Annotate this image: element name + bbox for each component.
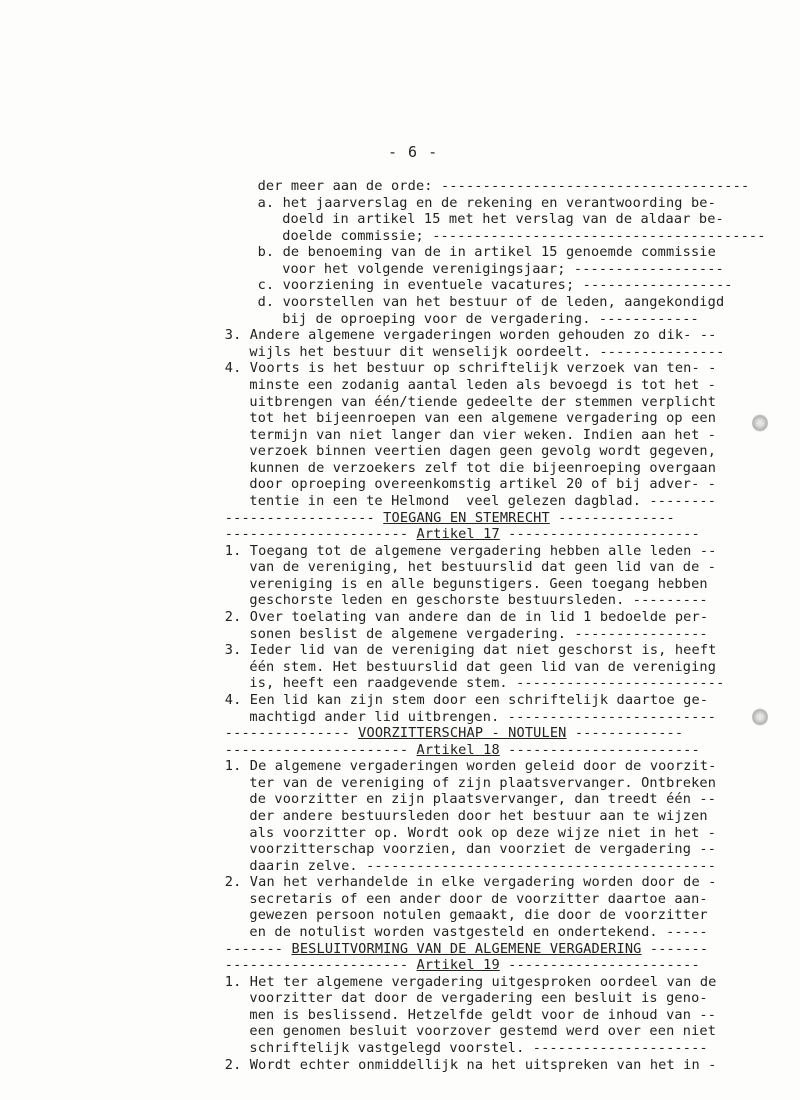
line-text: uitbrengen van één/tiende gedeelte der stemmen verplicht — [249, 393, 717, 410]
line-text: kunnen de verzoekers zelf tot die bijeenroeping overgaan — [249, 459, 717, 476]
text-line — [0, 775, 800, 792]
line-text: schriftelijk vastgelegd voorstel. --------------------- — [249, 1040, 708, 1057]
text-line — [0, 626, 800, 643]
text-line — [0, 294, 800, 311]
line-text: voorzitter dat door de vergadering een besluit is geno- — [249, 990, 708, 1007]
line-text: verzoek binnen veertien dagen geen gevolg wordt gegeven, — [249, 443, 717, 460]
line-text: ---------------------- — [224, 526, 417, 543]
line-text: doeld in artikel 15 met het verslag van de aldaar be- — [282, 211, 724, 228]
line-text: doelde commissie; ---------------------------------------- — [282, 227, 766, 244]
text-line — [0, 543, 800, 560]
text-line — [0, 642, 800, 659]
section-heading: Artikel 19 — [416, 957, 500, 974]
line-text: ---------------------- — [224, 741, 417, 758]
text-line — [0, 377, 800, 394]
line-text: door oproeping overeenkomstig artikel 20 of bij adver- - — [249, 476, 717, 493]
line-text: termijn van niet langer dan vier weken. Indien aan het - — [249, 426, 717, 443]
line-text: 1. De algemene vergaderingen worden geleid door de voorzit- — [224, 758, 717, 775]
line-text: voorzitterschap voorzien, dan voorziet de vergadering -- — [249, 841, 717, 858]
text-line — [0, 211, 800, 228]
line-text: 2. Wordt echter onmiddellijk na het uitspreken van het in - — [224, 1056, 717, 1073]
line-text: men is beslissend. Hetzelfde geldt voor de inhoud van -- — [249, 1006, 717, 1023]
text-line — [0, 675, 800, 692]
text-line — [0, 427, 800, 444]
line-text: vereniging is en alle begunstigers. Geen toegang hebben — [249, 575, 708, 592]
document-body — [0, 178, 800, 1073]
line-text: een genomen besluit voorzover gestemd werd over een niet — [249, 1023, 717, 1040]
text-line — [0, 360, 800, 377]
line-text: voor het volgende verenigingsjaar; ------------------ — [282, 260, 724, 277]
text-line — [0, 990, 800, 1007]
section-heading: Artikel 18 — [416, 741, 500, 758]
line-text: a. het jaarverslag en de rekening en verantwoording be- — [257, 194, 716, 211]
text-line — [0, 758, 800, 775]
text-line — [0, 841, 800, 858]
line-text: bij de oproeping voor de vergadering. ------------ — [282, 310, 699, 327]
line-text: machtigd ander lid uitbrengen. ------------------------- — [249, 708, 717, 725]
line-text: 2. Van het verhandelde in elke vergadering worden door de - — [224, 874, 717, 891]
line-text: ------- — [641, 940, 709, 957]
text-line — [0, 791, 800, 808]
text-line — [0, 858, 800, 875]
text-line — [0, 659, 800, 676]
line-text: d. voorstellen van het bestuur of de leden, aangekondigd — [257, 294, 725, 311]
text-line — [0, 1023, 800, 1040]
line-text: der meer aan de orde: ------------------------------------- — [257, 178, 750, 194]
line-text: ----------------------- — [499, 741, 700, 758]
section-heading-line — [0, 957, 800, 974]
line-text: b. de benoeming van de in artikel 15 genoemde commissie — [257, 244, 716, 261]
line-text: gewezen persoon notulen gemaakt, die door de voorzitter — [249, 907, 708, 924]
line-text: ------------------ — [224, 509, 384, 526]
line-text: ---------------------- — [224, 957, 417, 974]
section-heading-line — [0, 725, 800, 742]
line-text: ----------------------- — [499, 526, 700, 543]
line-text: wijls het bestuur dit wenselijk oordeelt. --------------- — [249, 343, 725, 360]
text-line — [0, 891, 800, 908]
text-line — [0, 327, 800, 344]
text-line — [0, 443, 800, 460]
section-heading: Artikel 17 — [416, 526, 500, 543]
text-line — [0, 228, 800, 245]
text-line — [0, 493, 800, 510]
punch-hole-mark — [752, 414, 768, 432]
line-text: ter van de vereniging of zijn plaatsvervanger. Ontbreken — [249, 774, 717, 791]
line-text: is, heeft een raadgevende stem. ------------------------- — [249, 675, 725, 692]
line-text: 3. Ieder lid van de vereniging dat niet geschorst is, heeft — [224, 642, 717, 659]
text-line — [0, 460, 800, 477]
text-line — [0, 178, 800, 195]
line-text: ------- — [224, 940, 292, 957]
line-text: ----------------------- — [499, 957, 700, 974]
line-text: 4. Voorts is het bestuur op schriftelijk verzoek van ten- - — [224, 360, 717, 377]
line-text: --------------- — [224, 725, 359, 742]
section-heading: VOORZITTERSCHAP - NOTULEN — [358, 725, 567, 742]
section-heading-line — [0, 941, 800, 958]
line-text: één stem. Het bestuurslid dat geen lid van de vereniging — [249, 658, 717, 675]
line-text: daarin zelve. ------------------------------------------ — [249, 857, 717, 874]
text-line — [0, 195, 800, 212]
line-text: van de vereniging, het bestuurslid dat geen lid van de - — [249, 559, 717, 576]
line-text: en de notulist worden vastgesteld en ondertekend. ----- — [249, 924, 708, 941]
text-line — [0, 1057, 800, 1074]
text-line — [0, 907, 800, 924]
text-line — [0, 825, 800, 842]
text-line — [0, 559, 800, 576]
line-text: de voorzitter en zijn plaatsvervanger, dan treedt één -- — [249, 791, 717, 808]
line-text: der andere bestuursleden door het bestuur aan te wijzen — [249, 807, 708, 824]
text-line — [0, 261, 800, 278]
line-text: 1. Toegang tot de algemene vergadering hebben alle leden -- — [224, 542, 717, 559]
text-line — [0, 808, 800, 825]
text-line — [0, 709, 800, 726]
text-line — [0, 692, 800, 709]
section-heading-line — [0, 526, 800, 543]
line-text: c. voorziening in eventuele vacatures; ------------------ — [257, 277, 733, 294]
line-text: tot het bijeenroepen van een algemene vergadering op een — [249, 410, 717, 427]
text-line — [0, 874, 800, 891]
section-heading-line — [0, 510, 800, 527]
line-text: -------------- — [549, 509, 675, 526]
text-line — [0, 394, 800, 411]
text-line — [0, 592, 800, 609]
text-line — [0, 1007, 800, 1024]
text-line — [0, 311, 800, 328]
line-text: ------------- — [566, 725, 684, 742]
line-text: 1. Het ter algemene vergadering uitgesproken oordeel van de — [224, 973, 717, 990]
line-text: minste een zodanig aantal leden als bevoegd is tot het - — [249, 376, 717, 393]
punch-hole-mark — [752, 708, 768, 726]
text-line — [0, 476, 800, 493]
page-number: - 6 - — [388, 143, 439, 161]
section-heading: BESLUITVORMING VAN DE ALGEMENE VERGADERING — [291, 940, 642, 957]
section-heading-line — [0, 742, 800, 759]
section-heading: TOEGANG EN STEMRECHT — [383, 509, 550, 526]
line-text: 2. Over toelating van andere dan de in lid 1 bedoelde per- — [224, 609, 709, 626]
text-line — [0, 609, 800, 626]
text-line — [0, 576, 800, 593]
text-line — [0, 974, 800, 991]
line-text: secretaris of een ander door de voorzitter daartoe aan- — [249, 890, 708, 907]
line-text: sonen beslist de algemene vergadering. ---------------- — [249, 625, 708, 642]
line-text: 4. Een lid kan zijn stem door een schriftelijk daartoe ge- — [224, 691, 709, 708]
text-line — [0, 1040, 800, 1057]
line-text: geschorste leden en geschorste bestuursleden. --------- — [249, 592, 708, 609]
line-text: tentie in een te Helmond veel gelezen dagblad. -------- — [249, 492, 717, 509]
text-line — [0, 244, 800, 261]
line-text: als voorzitter op. Wordt ook op deze wijze niet in het - — [249, 824, 717, 841]
text-line — [0, 924, 800, 941]
line-text: 3. Andere algemene vergaderingen worden gehouden zo dik- -- — [224, 327, 717, 344]
text-line — [0, 277, 800, 294]
text-line — [0, 410, 800, 427]
text-line — [0, 344, 800, 361]
